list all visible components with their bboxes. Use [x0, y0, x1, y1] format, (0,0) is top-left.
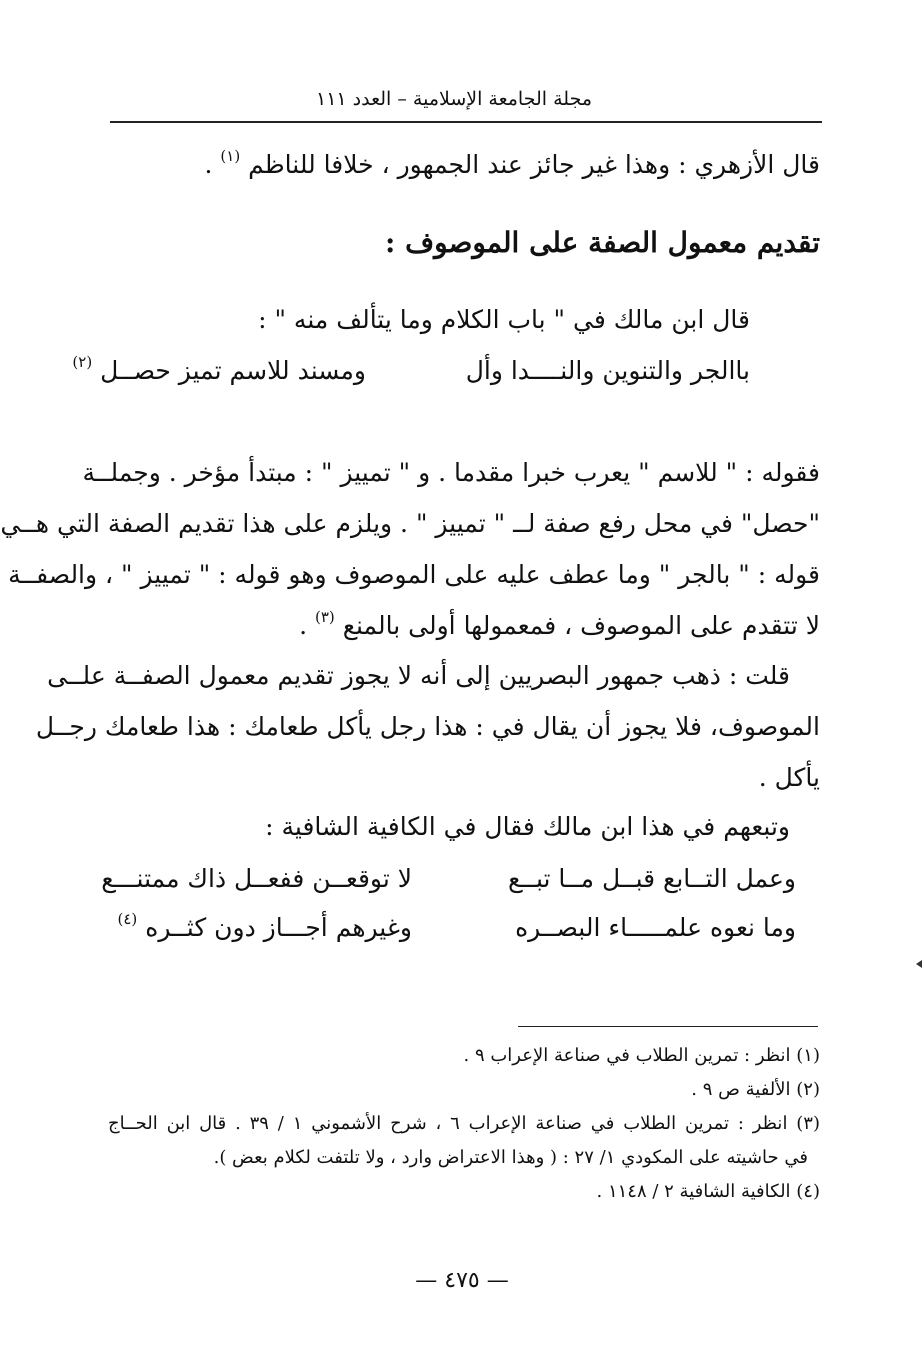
- azhari-quote-text: قال الأزهري : وهذا غير جائز عند الجمهور ، خلافا للناظم: [248, 150, 820, 179]
- azhari-quote-line: [108, 147, 820, 179]
- footnote-1: (١) انظر : تمرين الطلاب في صناعة الإعراب ٩ .: [463, 1045, 820, 1066]
- para1-line-4: [108, 608, 820, 640]
- footnote-rule: [518, 1026, 818, 1027]
- footnote-3-line-2: في حاشيته على المكودي ١/ ٢٧ : ( وهذا الاعتراض وارد ، ولا تلتفت لكلام بعض ).: [213, 1147, 808, 1168]
- running-title: مجلة الجامعة الإسلامية – العدد ١١١: [315, 88, 593, 110]
- verse2-line1-left: لا توقعــن ففعــل ذاك ممتنـــع: [101, 864, 412, 893]
- footnote-ref-4: (٤): [117, 910, 138, 928]
- footnote-ref-1: (١): [220, 147, 241, 165]
- footnote-ref-3: (٣): [314, 608, 335, 626]
- para1-line-3: قوله : " بالجر " وما عطف عليه على الموصوف وهو قوله : " تمييز " ، والصفــة: [8, 560, 820, 589]
- footnote-3-line-1: (٣) انظر : تمرين الطلاب في صناعة الإعراب ٦ ، شرح الأشموني ١ / ٣٩ . قال ابن الحــاج: [108, 1113, 820, 1134]
- para1-last-text: لا تتقدم على الموصوف ، فمعمولها أولى بالمنع: [342, 611, 820, 640]
- page-number: — ٤٧٥ —: [415, 1268, 509, 1293]
- verse1-right-hemistich: باالجر والتنوين والنــــدا وأل: [465, 356, 750, 385]
- para2-line-2: الموصوف، فلا يجوز أن يقال في : هذا رجل يأكل طعامك : هذا طعامك رجــل: [35, 712, 820, 741]
- para1-line-1: فقوله : " للاسم " يعرب خبرا مقدما . و " تمييز " : مبتدأ مؤخر . وجملــة: [82, 458, 820, 487]
- para2-line-1: قلت : ذهب جمهور البصريين إلى أنه لا يجوز تقديم معمول الصفــة علــى: [47, 661, 790, 690]
- section-heading: تقديم معمول الصفة على الموصوف :: [385, 226, 820, 259]
- verse2-line1-right: وعمل التــابع قبــل مــا تبــع: [508, 864, 796, 893]
- verse1-left-hemistich: [72, 353, 366, 385]
- para2-line-3: يأكل .: [758, 763, 820, 792]
- verse2-line2-right: وما نعوه علمـــــاء البصــره: [515, 913, 796, 942]
- azhari-quote-end: .: [204, 150, 213, 179]
- header-rule: [110, 121, 822, 123]
- footnote-ref-2: (٢): [72, 353, 93, 371]
- verse2-line2-left: [117, 910, 413, 942]
- para3-intro: وتبعهم في هذا ابن مالك فقال في الكافية الشافية :: [265, 812, 790, 841]
- footnote-2: (٢) الألفية ص ٩ .: [691, 1079, 820, 1100]
- verse1-left-text: ومسند للاسم تميز حصــل: [100, 356, 366, 385]
- scan-edge-mark: [916, 960, 922, 968]
- intro-line: قال ابن مالك في " باب الكلام وما يتألف منه " :: [258, 305, 750, 334]
- footnote-4: (٤) الكافية الشافية ٢ / ١١٤٨ .: [596, 1181, 820, 1202]
- para1-line-2: "حصل" في محل رفع صفة لــ " تمييز " . ويلزم على هذا تقديم الصفة التي هــي: [0, 509, 820, 538]
- para1-end: .: [299, 611, 308, 640]
- verse2-line2-left-text: وغيرهم أجـــاز دون كثــره: [145, 913, 412, 942]
